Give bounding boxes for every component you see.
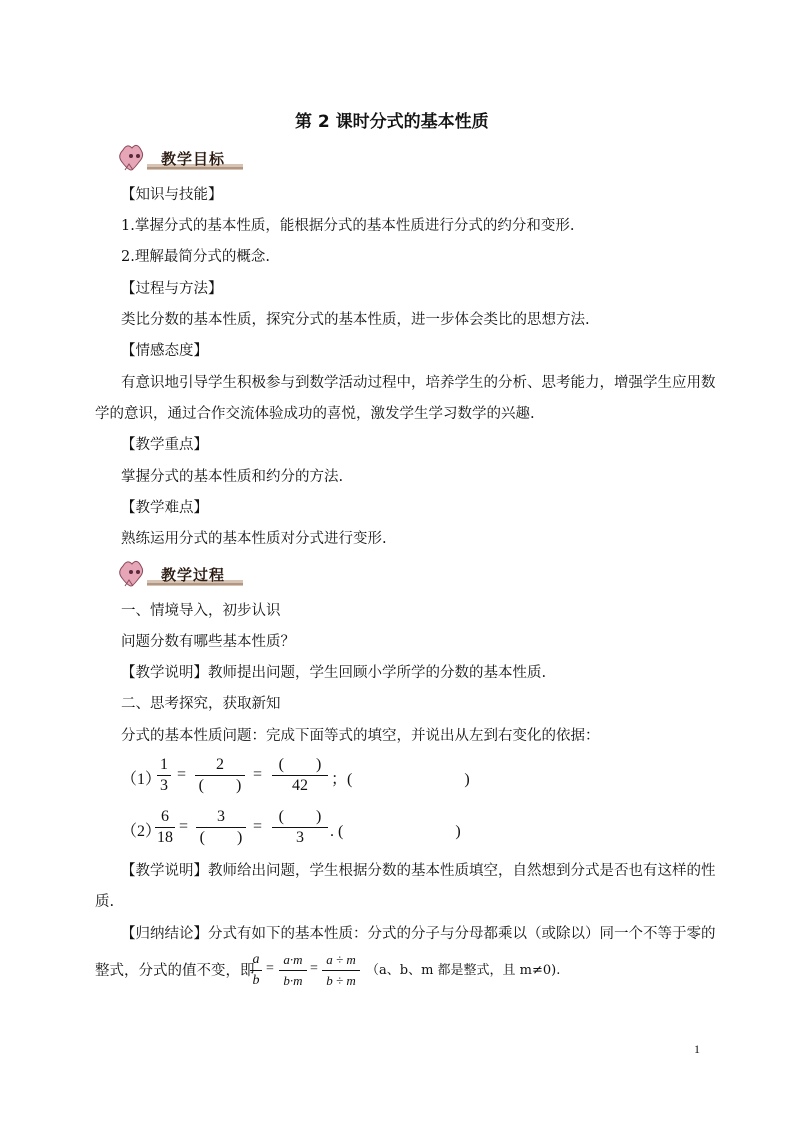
page-number: 1 — [694, 1042, 700, 1056]
equals-sign: = — [179, 818, 189, 835]
fraction: a ÷ m b ÷ m — [322, 951, 360, 990]
fraction: 3 ( ) — [196, 808, 246, 847]
emotion-heading: 【情感态度】 — [121, 343, 208, 359]
process-text: 类比分数的基本性质，探究分式的基本性质，进一步体会类比的思想方法. — [121, 312, 590, 328]
fraction: 1 3 — [157, 756, 171, 795]
key-heading: 【教学重点】 — [121, 437, 208, 453]
equals-sign: = — [310, 961, 318, 976]
knowledge-item-2: 2.理解最简分式的概念. — [121, 249, 270, 265]
equation-label: （2） — [121, 823, 162, 840]
step-1-heading: 一、情境导入，初步认识 — [121, 603, 281, 619]
section-label: 教学过程 — [161, 566, 226, 584]
fraction: ( ) 3 — [272, 808, 328, 847]
knowledge-heading: 【知识与技能】 — [121, 187, 223, 203]
process-heading: 【过程与方法】 — [121, 281, 223, 297]
fraction: 6 18 — [157, 808, 173, 846]
emotion-line-2: 学的意识，通过合作交流体验成功的喜悦，激发学生学习数学的兴趣. — [95, 406, 535, 422]
key-text: 掌握分式的基本性质和约分的方法. — [121, 469, 344, 485]
fraction: a·m b·m — [279, 951, 307, 990]
equals-sign: = — [266, 961, 274, 976]
conclusion-prefix: 整式，分式的值不变，即 — [95, 963, 255, 979]
fraction: ( ) 42 — [272, 756, 328, 795]
fraction: a b — [250, 951, 262, 990]
equation-reason-blank: ；( ) — [331, 771, 470, 788]
conclusion-line-1: 【归纳结论】分式有如下的基本性质：分式的分子与分母都乘以（或除以）同一个不等于零的 — [121, 926, 716, 942]
equation-reason-blank: . ( ) — [330, 823, 461, 840]
step-2-heading: 二、思考探究，获取新知 — [121, 696, 281, 712]
equals-sign: = — [253, 766, 263, 783]
difficulty-heading: 【教学难点】 — [121, 500, 208, 516]
teaching-note-2-line-2: 质. — [95, 894, 115, 910]
equals-sign: = — [177, 766, 187, 783]
equation-label: （1） — [121, 771, 162, 788]
equals-sign: = — [253, 818, 263, 835]
teaching-note-2-line-1: 【教学说明】教师给出问题，学生根据分数的基本性质填空，自然想到分式是否也有这样的性 — [121, 863, 716, 879]
conclusion-suffix: （a、b、m 都是整式，且 m≠0). — [366, 963, 561, 978]
section-badge-objectives — [117, 142, 245, 176]
fraction: 2 ( ) — [195, 756, 245, 795]
intro-text: 分式的基本性质问题：完成下面等式的填空，并说出从左到右变化的依据： — [121, 728, 600, 744]
teaching-note-1: 【教学说明】教师提出问题，学生回顾小学所学的分数的基本性质. — [121, 665, 547, 681]
emotion-line-1: 有意识地引导学生积极参与到数学活动过程中，培养学生的分析、思考能力，增强学生应用数 — [121, 375, 716, 391]
difficulty-text: 熟练运用分式的基本性质对分式进行变形. — [121, 531, 387, 547]
question-1: 问题分数有哪些基本性质？ — [121, 634, 295, 650]
knowledge-item-1: 1.掌握分式的基本性质，能根据分式的基本性质进行分式的约分和变形. — [121, 218, 575, 234]
page-title: 第 2 课时分式的基本性质 — [295, 112, 489, 132]
section-badge-process — [117, 558, 245, 592]
section-label: 教学目标 — [161, 150, 226, 168]
